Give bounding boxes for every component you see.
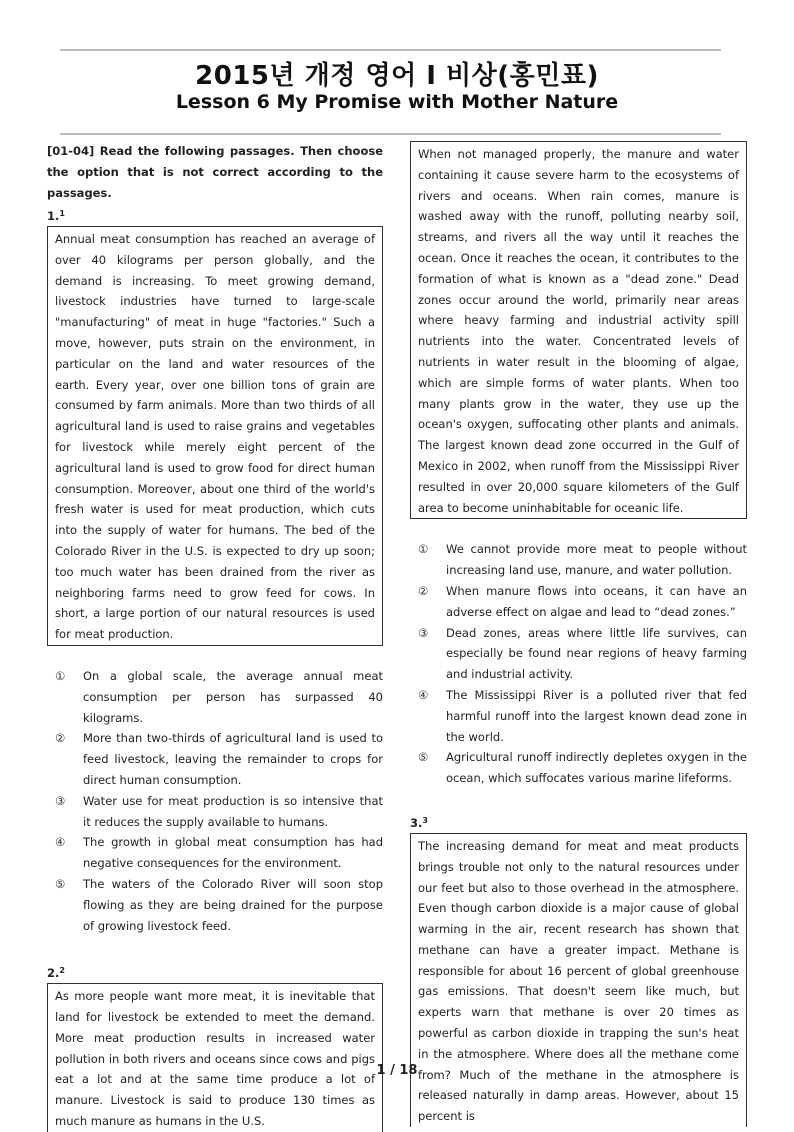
option-item (410, 685, 747, 747)
option-item (410, 581, 747, 623)
option-text: When manure flows into oceans, it can have an adverse effect on algae and lead to “dead zones.” (446, 583, 747, 619)
option-item (410, 747, 747, 789)
instructions: [01-04] Read the following passages. Then choose the option that is not correct according to the passages. (47, 144, 383, 200)
option-marker: ② (55, 731, 66, 746)
option-marker: ① (55, 668, 66, 683)
header-bottom-rule (60, 133, 721, 135)
left-column (47, 141, 383, 1132)
footnote-mark: 2 (59, 966, 65, 976)
option-text: Dead zones, areas where little life survives, can especially be found near regions of heavy farming and industrial activity. (446, 625, 747, 682)
option-marker: ⑤ (418, 750, 429, 765)
question-2-options (410, 539, 747, 789)
footnote-mark: 3 (422, 815, 428, 825)
option-marker: ② (418, 583, 429, 598)
question-1-number: 1.$^1$ (47, 209, 65, 223)
option-text: On a global scale, the average annual meat consumption per person has surpassed 40 kilograms. (83, 668, 383, 725)
option-text: Water use for meat production is so intensive that it reduces the supply available to humans. (83, 793, 383, 829)
option-item (47, 728, 383, 790)
page-number: 1 / 18 (376, 1063, 418, 1078)
right-column (410, 141, 747, 1127)
question-2-passage-part2: When not managed properly, the manure and water containing it cause severe harm to the ecosystems of rivers and oceans. When rain comes, manure is washed away with the runoff, polluting nearby soil, streams, and rivers all the way until it reaches the ocean. Once it reaches the ocean, it contributes to the formation of what is known as a "dead zone." Dead zones occur around the world, primarily near areas where heavy farming and industrial activity spill nutrients into the water. Concentrated levels of nutrients in water result in the blooming of algae, which are simple forms of water plants. When too many plants grow in the water, they use up the ocean's oxygen, suffocating other plants and animals. The largest known dead zone occurred in the Gulf of Mexico in 2002, when runoff from the Mississippi River resulted in over 20,000 square kilometers of the Gulf area to become uninhabitable for oceanic life. (410, 141, 747, 519)
option-text: The growth in global meat consumption has had negative consequences for the environment. (83, 835, 383, 871)
option-marker: ③ (418, 625, 429, 640)
option-item (47, 874, 383, 936)
question-3-number: 3.$^3$ (410, 815, 428, 830)
lesson-subtitle: Lesson 6 My Promise with Mother Nature (175, 91, 619, 113)
option-item (410, 539, 747, 581)
option-text: The Mississippi River is a polluted river that fed harmful runoff into the largest known dead zone in the world. (446, 687, 747, 744)
question-1-options (47, 666, 383, 936)
option-text: Agricultural runoff indirectly depletes oxygen in the ocean, which suffocates various marine lifeforms. (446, 750, 747, 786)
option-item (47, 832, 383, 874)
option-marker: ⑤ (55, 876, 66, 891)
option-marker: ④ (55, 835, 66, 850)
option-marker: ① (418, 542, 429, 557)
question-3-passage: The increasing demand for meat and meat products brings trouble not only to the natural resources under our feet but also to those overhead in the atmosphere. Even though carbon dioxide is a major cause of global warming in the air, recent research has shown that methane can have a greater impact. Methane is responsible for about 16 percent of global greenhouse gas emissions. That doesn't seem like much, but experts warn that methane is over 20 times as powerful as carbon dioxide in trapping the sun's heat in the atmosphere. Where does all the methane come from? Much of the methane in the atmosphere is released naturally in damp areas. However, about 15 percent is (410, 833, 747, 1127)
option-item (47, 791, 383, 833)
page-title: 2015년 개정 영어 I 비상(홍민표) (195, 61, 599, 91)
option-item (47, 666, 383, 728)
question-2-passage-part1: As more people want more meat, it is inevitable that land for livestock be extended to meet the demand. More meat production results in increased water pollution in both rivers and oceans since cows and pigs eat a lot and at the same time produce a lot of manure. Livestock is said to produce 130 times as much manure as humans in the U.S. (47, 983, 383, 1132)
header-top-rule (60, 49, 721, 51)
option-text: More than two-thirds of agricultural land is used to feed livestock, leaving the remainder to crops for direct human consumption. (83, 731, 383, 787)
option-text: We cannot provide more meat to people without increasing land use, manure, and water pollution. (446, 542, 747, 578)
footnote-mark: 1 (59, 209, 65, 218)
option-marker: ③ (55, 793, 66, 808)
option-item (410, 623, 747, 685)
question-1-passage: Annual meat consumption has reached an average of over 40 kilograms per person globally, and the demand is increasing. To meet growing demand, livestock industries have turned to large-scale "manufacturing" of meat in huge "factories." Such a move, however, puts strain on the environment, in particular on the land and water resources of the earth. Every year, over one billion tons of grain are consumed by farm animals. More than two thirds of all agricultural land is used to raise grains and vegetables for livestock while merely eight percent of the agricultural land is used to grow food for direct human consumption. Moreover, about one third of the world's fresh water is used for meat production, which cuts into the supply of water for humans. The bed of the Colorado River in the U.S. is expected to dry up soon; too much water has been drained from the river as neighboring farms need to grow feed for cows. In short, a large portion of our natural resources is used for meat production. (47, 226, 383, 646)
question-2-number: 2.$^2$ (47, 966, 65, 981)
option-text: The waters of the Colorado River will soon stop flowing as they are being drained for the purpose of growing livestock feed. (83, 876, 383, 933)
option-marker: ④ (418, 687, 429, 702)
